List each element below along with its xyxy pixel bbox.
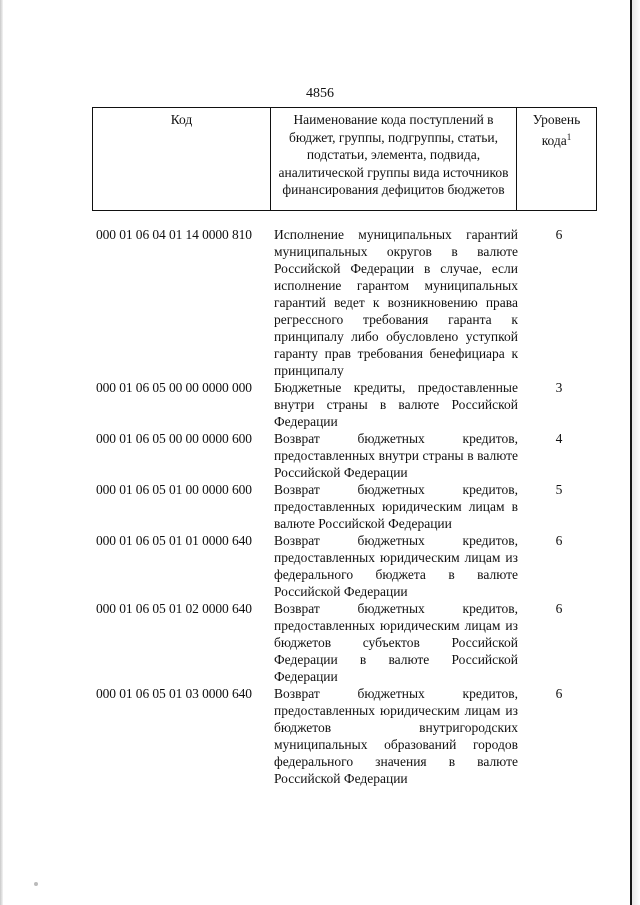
row-name: Возврат бюджетных кредитов, предоставленных юридическим лицам из бюджетов субъектов Российской Федерации в валюте Российской Федерации: [274, 601, 518, 684]
row-code: 000 01 06 05 00 00 0000 000: [96, 380, 252, 395]
table-row: [96, 430, 596, 481]
row-level: 6: [555, 227, 563, 242]
table-row: [96, 379, 596, 430]
table-row: [96, 481, 596, 532]
row-name: Возврат бюджетных кредитов, предоставленных юридическим лицам из федерального бюджета в валюте Российской Федерации: [274, 533, 518, 599]
row-code: 000 01 06 05 00 00 0000 600: [96, 431, 252, 446]
row-level: 3: [555, 380, 563, 395]
scan-speck: [34, 882, 38, 886]
row-code: 000 01 06 05 01 01 0000 640: [96, 533, 252, 548]
header-level-footnote: 1: [566, 131, 572, 142]
header-code: Код: [93, 108, 271, 210]
row-level: 6: [555, 601, 563, 616]
row-level: 5: [555, 482, 563, 497]
table-row: [96, 532, 596, 600]
row-name: Исполнение муниципальных гарантий муниципальных округов в валюте Российской Федерации в случае, если исполнение гарантом муниципальных гарантий ведет к возникновению права регрессного требования гаранта к принципалу либо обусловлено уступкой гаранту прав требования бенефициара к принципалу: [274, 227, 518, 378]
header-level: [517, 108, 596, 210]
row-name: Возврат бюджетных кредитов, предоставленных внутри страны в валюте Российской Федерации: [274, 431, 518, 480]
table-header: [92, 107, 597, 211]
scan-edge-left: [0, 0, 3, 905]
table-row: [96, 226, 596, 379]
row-level: 4: [555, 431, 563, 446]
scan-edge-right: [630, 0, 632, 905]
row-name: Бюджетные кредиты, предоставленные внутри страны в валюте Российской Федерации: [274, 380, 518, 429]
table-row: [96, 685, 596, 787]
row-level: 6: [555, 533, 563, 548]
header-level-label: Уровень кода: [532, 112, 581, 148]
row-name: Возврат бюджетных кредитов, предоставленных юридическим лицам из бюджетов внутригородских муниципальных образований городов федерального значения в валюте Российской Федерации: [274, 686, 518, 786]
table-row: [96, 600, 596, 685]
row-code: 000 01 06 05 01 03 0000 640: [96, 686, 252, 701]
page-number: 4856: [306, 86, 334, 101]
row-code: 000 01 06 05 01 00 0000 600: [96, 482, 252, 497]
row-code: 000 01 06 05 01 02 0000 640: [96, 601, 252, 616]
table-body: [96, 226, 596, 787]
scan-shadow-right: [632, 0, 640, 905]
row-level: 6: [555, 686, 563, 701]
row-name: Возврат бюджетных кредитов, предоставленных юридическим лицам в валюте Российской Федерации: [274, 482, 518, 531]
header-name: Наименование кода поступлений в бюджет, группы, подгруппы, статьи, подстатьи, элемента, подвида, аналитической группы вида источников финансирования дефицитов бюджетов: [271, 108, 517, 210]
row-code: 000 01 06 04 01 14 0000 810: [96, 227, 252, 242]
